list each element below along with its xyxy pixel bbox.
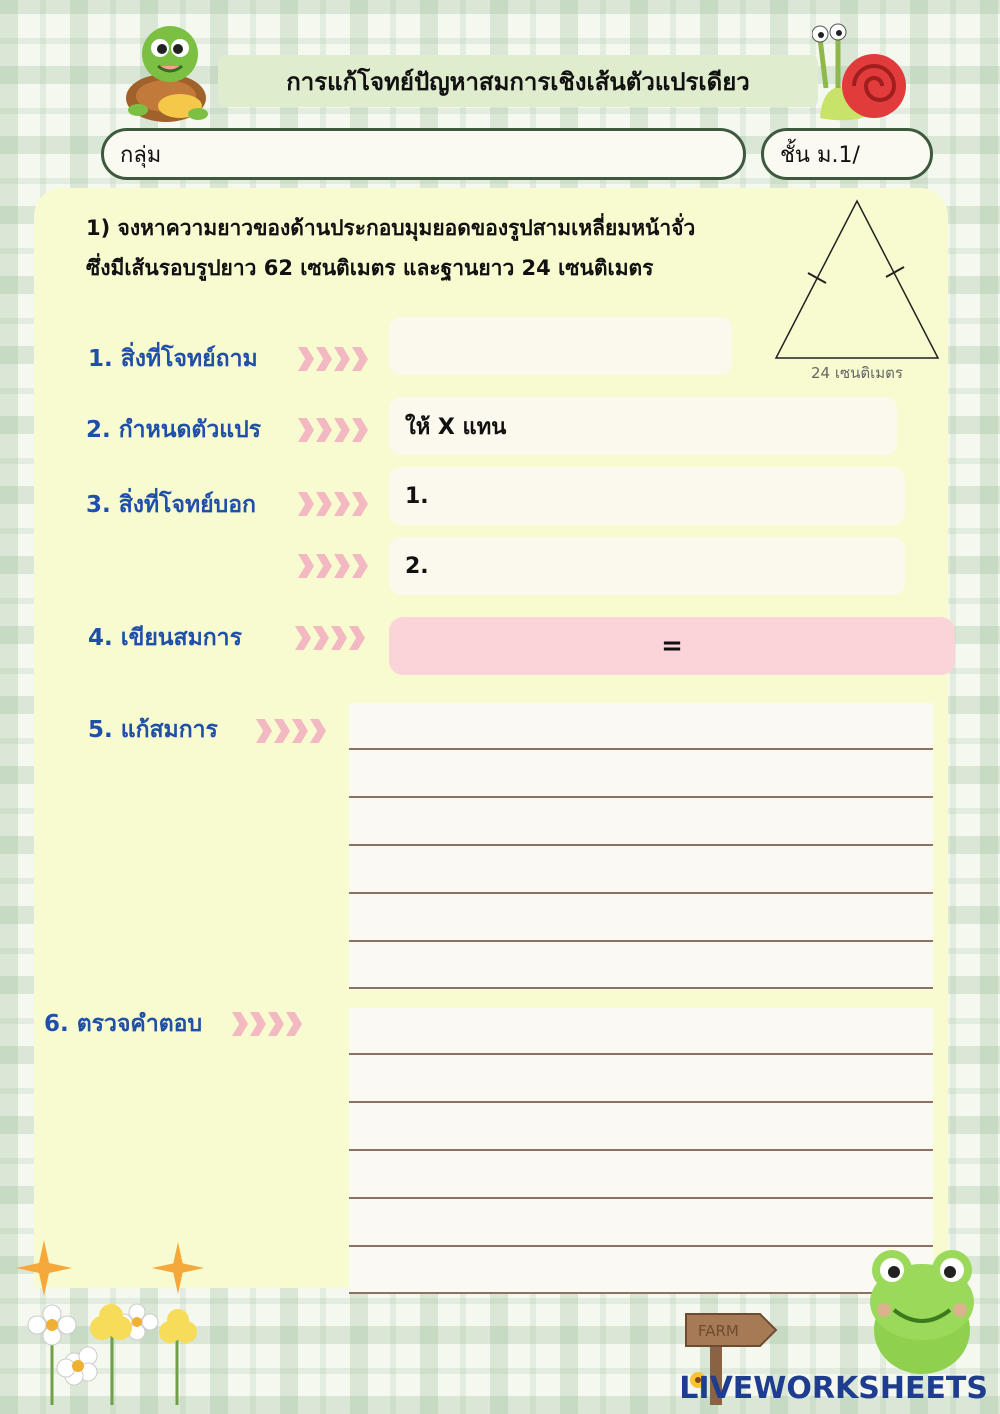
step-6 (44, 1006, 202, 1042)
step-3 (86, 487, 256, 523)
arrows-icon (256, 719, 328, 743)
isosceles-triangle-figure (768, 195, 948, 385)
step-1-label: 1. สิ่งที่โจทย์ถาม (88, 346, 258, 372)
snail-illustration (812, 18, 912, 128)
step-5-working-area[interactable] (349, 703, 933, 990)
arrows-icon (298, 418, 370, 442)
step-2-box-text: ให้ X แทน (405, 414, 507, 440)
step-4 (88, 620, 242, 656)
arrows-icon (298, 492, 370, 516)
step-2-answer-box[interactable] (389, 397, 897, 455)
arrows-icon (298, 347, 370, 371)
step-6-label: 6. ตรวจคำตอบ (44, 1011, 203, 1037)
group-label: กลุ่ม (120, 142, 162, 168)
worksheet-title: การแก้โจทย์ปัญหาสมการเชิงเส้นตัวแปรเดียว (218, 55, 818, 107)
step-3-answer-box-2[interactable] (389, 537, 905, 595)
flowers-illustration (12, 1300, 212, 1405)
group-field[interactable] (101, 128, 746, 180)
question-text (86, 208, 806, 288)
step-6-check-area[interactable] (349, 1008, 933, 1293)
step-2 (86, 412, 261, 448)
step-1 (88, 341, 258, 377)
step-4-label: 4. เขียนสมการ (88, 625, 242, 651)
class-field[interactable] (761, 128, 933, 180)
equals-sign: = (661, 631, 683, 661)
step-3-box-2-text: 2. (405, 553, 429, 579)
step-3-label: 3. สิ่งที่โจทย์บอก (86, 492, 256, 518)
question-line-2: ซึ่งมีเส้นรอบรูปยาว 62 เซนติเมตร และฐานยาว 24 เซนติเมตร (86, 256, 654, 280)
arrows-icon (232, 1012, 304, 1036)
step-5 (88, 712, 218, 748)
arrows-icon (298, 554, 370, 578)
triangle-base-label: 24 เซนติเมตร (811, 364, 903, 382)
sparkle-icon (14, 1238, 74, 1298)
step-3-answer-box-1[interactable] (389, 467, 905, 525)
class-label: ชั้น ม.1/ (780, 142, 860, 168)
sparkle-icon (150, 1240, 206, 1296)
question-line-1: 1) จงหาความยาวของด้านประกอบมุมยอดของรูปสามเหลี่ยมหน้าจั่ว (86, 216, 696, 240)
turtle-illustration (118, 18, 218, 128)
liveworksheets-watermark: LIVEWORKSHEETS (679, 1371, 988, 1406)
step-1-answer-box[interactable] (389, 317, 732, 375)
farm-sign-text: FARM (698, 1322, 739, 1340)
frog-illustration (862, 1240, 982, 1380)
step-2-label: 2. กำหนดตัวแปร (86, 417, 262, 443)
step-5-label: 5. แก้สมการ (88, 717, 218, 743)
equation-box[interactable] (389, 617, 955, 675)
arrows-icon (295, 626, 367, 650)
step-3-box-1-text: 1. (405, 483, 429, 509)
